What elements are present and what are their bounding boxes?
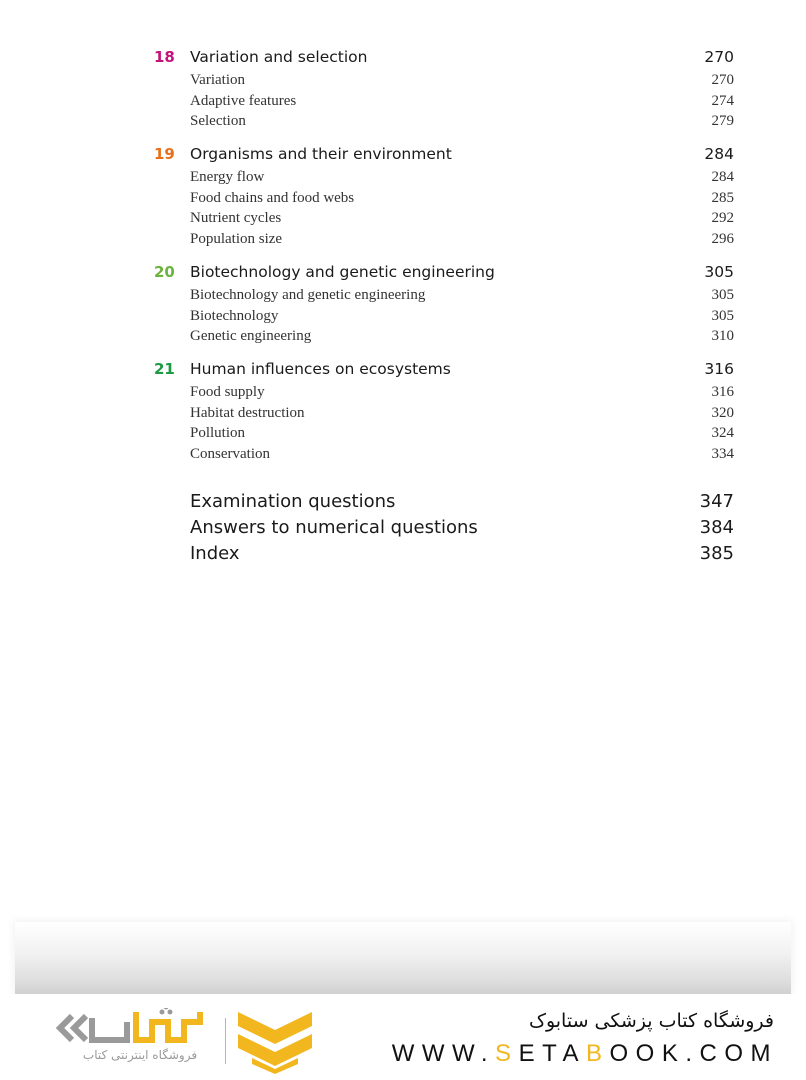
url-part-highlight: B — [585, 1040, 610, 1067]
section-page: 270 — [711, 72, 734, 88]
chapter-page: 305 — [704, 262, 734, 281]
chapter-18 — [150, 48, 734, 134]
section-entry[interactable] — [150, 231, 734, 252]
section-entry[interactable] — [150, 308, 734, 329]
chapter-21 — [150, 360, 734, 467]
section-page: 285 — [711, 189, 734, 206]
section-entry[interactable] — [150, 446, 734, 467]
chapter-page: 270 — [704, 48, 734, 66]
chapter-page: 316 — [704, 359, 734, 378]
section-page: 334 — [711, 445, 734, 462]
chapter-heading[interactable] — [150, 145, 734, 169]
chapter-number: 20 — [154, 262, 175, 281]
section-page: 296 — [711, 231, 734, 248]
double-chevron-left-icon — [52, 1008, 212, 1048]
store-url[interactable] — [392, 1040, 778, 1068]
backmatter-entry-examination-questions[interactable] — [190, 491, 734, 517]
table-of-contents — [150, 48, 734, 478]
section-title: Adaptive features — [190, 92, 297, 109]
section-title: Habitat destruction — [190, 404, 305, 421]
section-entry[interactable] — [150, 93, 734, 114]
chapter-number: 18 — [154, 48, 175, 66]
backmatter-title: Answers to numerical questions — [190, 517, 478, 538]
section-page: 305 — [711, 286, 734, 303]
section-title: Nutrient cycles — [190, 210, 282, 227]
section-title: Biotechnology and genetic engineering — [190, 286, 426, 303]
section-title: Food chains and food webs — [190, 189, 355, 206]
section-page: 324 — [711, 425, 734, 442]
section-entry[interactable] — [150, 169, 734, 190]
section-page: 305 — [711, 307, 734, 324]
section-entry[interactable] — [150, 287, 734, 308]
section-entry[interactable] — [150, 384, 734, 405]
url-part: ETA — [518, 1040, 586, 1067]
section-page: 284 — [711, 169, 734, 186]
section-title: Pollution — [190, 425, 246, 442]
backmatter-page: 347 — [699, 491, 734, 512]
chapter-heading[interactable] — [150, 263, 734, 287]
section-entry[interactable] — [150, 425, 734, 446]
chapter-title: Biotechnology and genetic engineering — [190, 262, 495, 281]
section-title: Population size — [190, 231, 283, 248]
backmatter-entry-answers[interactable] — [190, 517, 734, 543]
chapter-number: 19 — [154, 145, 175, 164]
section-title: Selection — [190, 113, 246, 130]
section-page: 274 — [711, 92, 734, 109]
url-part: WWW. — [391, 1040, 496, 1067]
backmatter-page: 384 — [699, 517, 734, 538]
section-title: Biotechnology — [190, 307, 279, 324]
section-title: Genetic engineering — [190, 328, 312, 345]
chapter-number: 21 — [154, 359, 175, 378]
logo-wordmark — [52, 1008, 212, 1074]
section-entry[interactable] — [150, 210, 734, 231]
page-bottom-shadow — [15, 922, 791, 994]
section-page: 310 — [711, 328, 734, 345]
chapter-title: Variation and selection — [190, 48, 368, 66]
backmatter-page: 385 — [699, 543, 734, 564]
section-page: 316 — [711, 383, 734, 400]
setabook-logo[interactable] — [52, 1008, 312, 1074]
section-entry[interactable] — [150, 405, 734, 426]
chapter-heading[interactable] — [150, 360, 734, 384]
section-page: 279 — [711, 113, 734, 130]
chevron-badge-icon — [238, 1012, 312, 1079]
logo-subtitle: فروشگاه اینترنتی کتاب — [82, 1048, 198, 1062]
section-title: Conservation — [190, 445, 270, 462]
section-page: 320 — [711, 404, 734, 421]
section-page: 292 — [711, 210, 734, 227]
chapter-19 — [150, 145, 734, 252]
chapter-title: Organisms and their environment — [190, 145, 452, 164]
section-entry[interactable] — [150, 328, 734, 349]
section-entry[interactable] — [150, 72, 734, 93]
section-title: Food supply — [190, 383, 265, 400]
url-part-highlight: S — [495, 1040, 519, 1067]
chapter-title: Human influences on ecosystems — [190, 359, 451, 378]
store-name: فروشگاه کتاب پزشکی ستابوک — [528, 1010, 774, 1032]
logo-divider — [225, 1018, 226, 1064]
backmatter-list — [190, 491, 734, 569]
backmatter-title: Examination questions — [190, 491, 396, 512]
section-title: Variation — [190, 72, 245, 88]
backmatter-title: Index — [190, 543, 240, 564]
backmatter-entry-index[interactable] — [190, 543, 734, 569]
chapter-heading[interactable] — [150, 48, 734, 72]
chapter-20 — [150, 263, 734, 349]
url-part: OOK.COM — [609, 1040, 778, 1067]
watermark-footer — [0, 994, 806, 1080]
chapter-page: 284 — [704, 145, 734, 164]
section-title: Energy flow — [190, 169, 265, 186]
section-entry[interactable] — [150, 190, 734, 211]
section-entry[interactable] — [150, 113, 734, 134]
